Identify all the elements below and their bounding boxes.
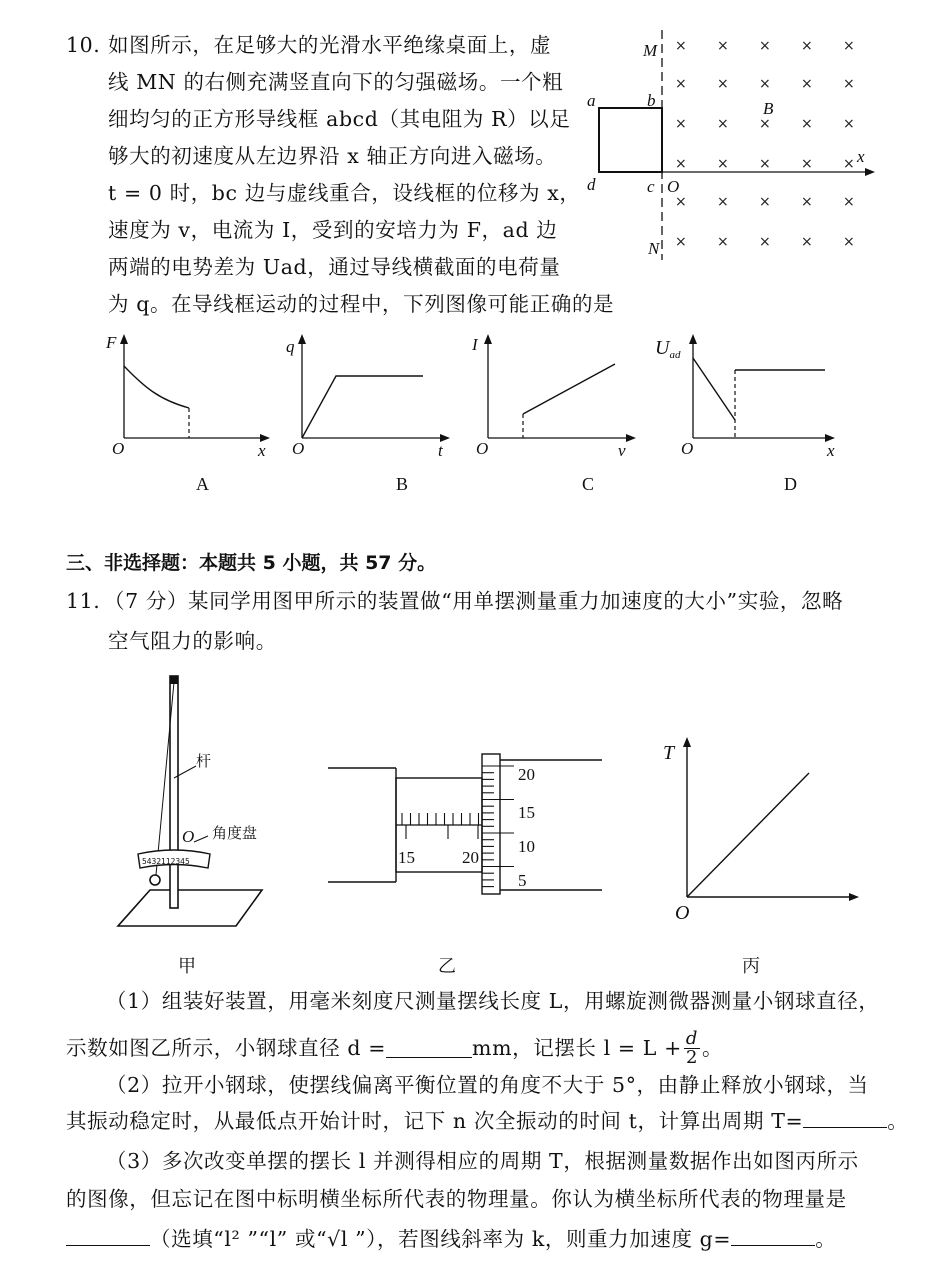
x-axis-label: v <box>618 441 626 460</box>
field-cross: × <box>801 76 813 92</box>
field-cross: × <box>843 116 855 132</box>
field-cross: × <box>759 38 771 54</box>
origin-label: O <box>292 439 305 458</box>
q10-line-7: 两端的电势差为 Uad，通过导线横截面的电荷量 <box>108 255 561 279</box>
rod-label: 杆 <box>196 752 212 770</box>
field-cross: × <box>843 76 855 92</box>
figure-bing-caption: 丙 <box>742 956 760 976</box>
q11-number: 11. <box>66 589 101 613</box>
field-cross: × <box>717 156 729 172</box>
field-cross: × <box>759 234 771 250</box>
y-axis-label <box>655 337 681 361</box>
x-axis-arrow <box>849 893 859 901</box>
field-cross: × <box>801 116 813 132</box>
thimble-label-5: 5 <box>518 871 527 890</box>
x-axis-label: x <box>827 441 835 460</box>
x-axis-label: t <box>438 441 443 460</box>
fraction-numerator: d <box>685 1027 699 1049</box>
part1-text-b: mm，记摆长 l = L + <box>472 1036 682 1060</box>
origin-label: O <box>476 439 489 458</box>
x-axis-label: x <box>258 441 266 460</box>
field-cross: × <box>801 156 813 172</box>
label-b-field: B <box>763 99 774 118</box>
field-cross: × <box>717 116 729 132</box>
thimble-label-20: 20 <box>518 765 535 784</box>
main-scale-label-20: 20 <box>462 848 479 867</box>
part1-text-c: 。 <box>702 1036 724 1060</box>
square-frame <box>599 108 662 172</box>
field-cross: × <box>801 38 813 54</box>
origin-label: O <box>112 439 125 458</box>
part1-line-2 <box>66 1026 723 1070</box>
option-b-graph <box>280 330 450 460</box>
magnetic-field-diagram <box>585 20 885 280</box>
y-axis-label: I <box>472 335 478 354</box>
y-axis-label: T <box>663 742 675 764</box>
q10-line-5: t = 0 时，bc 边与虚线重合，设线框的位移为 x， <box>108 181 581 205</box>
part3-line-2: 的图像，但忘记在图中标明横坐标所代表的物理量。你认为横坐标所代表的物理量是 <box>66 1187 847 1211</box>
field-cross: × <box>759 116 771 132</box>
f-curve <box>124 366 189 408</box>
field-cross: × <box>843 156 855 172</box>
label-d: d <box>587 175 596 194</box>
part1-text-a: 示数如图乙所示，小钢球直径 d = <box>66 1036 387 1060</box>
main-scale-label-15: 15 <box>398 848 415 867</box>
field-cross: × <box>675 234 687 250</box>
label-b: b <box>647 91 656 110</box>
thimble-label-15: 15 <box>518 803 535 822</box>
field-crosses <box>675 38 855 250</box>
field-cross: × <box>717 234 729 250</box>
x-axis-arrow <box>865 168 875 176</box>
option-c-graph <box>466 330 636 460</box>
option-c-letter: C <box>582 474 595 494</box>
abscissa-answer-blank[interactable] <box>66 1227 150 1246</box>
label-m: M <box>643 41 658 60</box>
base-plate <box>118 890 262 926</box>
part3-text-b: 。 <box>815 1227 837 1251</box>
field-cross: × <box>759 76 771 92</box>
field-cross: × <box>843 38 855 54</box>
option-b-letter: B <box>396 474 409 494</box>
y-axis-label: q <box>286 337 295 356</box>
u-falling-line <box>693 358 735 420</box>
main-scale-ticks <box>402 813 479 839</box>
label-c: c <box>647 177 655 196</box>
label-origin: O <box>667 177 680 196</box>
q-line <box>302 376 423 438</box>
y-axis-label-sub: ad <box>669 349 681 361</box>
field-cross: × <box>675 76 687 92</box>
option-a-letter: A <box>196 474 209 494</box>
option-a-graph <box>100 330 270 460</box>
q11-intro-line-1: （7 分）某同学用图甲所示的装置做“用单摆测量重力加速度的大小”实验，忽略 <box>104 589 844 613</box>
origin-label: O <box>675 902 690 924</box>
pivot-label: O <box>182 827 195 846</box>
field-cross: × <box>675 194 687 210</box>
steel-ball <box>150 875 160 885</box>
option-d-letter: D <box>784 474 797 494</box>
part1-line-1: （1）组装好装置，用毫米刻度尺测量摆线长度 L，用螺旋测微器测量小钢球直径， <box>106 989 880 1013</box>
section-3-heading: 三、非选择题：本题共 5 小题，共 57 分。 <box>66 552 437 574</box>
figure-jia-pendulum <box>110 670 290 940</box>
part2-text-a: 其振动稳定时，从最低点开始计时，记下 n 次全振动的时间 t，计算出周期 T= <box>66 1109 804 1133</box>
dial-scale: 5432112345 <box>142 857 190 866</box>
y-axis-arrow <box>689 334 697 344</box>
q10-line-8: 为 q。在导线框运动的过程中，下列图像可能正确的是 <box>108 292 615 316</box>
dial-leader <box>194 836 208 842</box>
y-axis-arrow <box>683 737 691 747</box>
part3-line-1: （3）多次改变单摆的摆长 l 并测得相应的周期 T，根据测量数据作出如图丙所示 <box>106 1149 859 1173</box>
part3-text-a: （选填“l² ”“l” 或“√l ”），若图线斜率为 k，则重力加速度 g= <box>150 1227 732 1251</box>
diameter-answer-blank[interactable] <box>386 1039 472 1058</box>
i-line <box>523 364 615 414</box>
label-a: a <box>587 91 596 110</box>
field-cross: × <box>801 234 813 250</box>
field-cross: × <box>843 234 855 250</box>
fraction-denominator: 2 <box>685 1046 699 1068</box>
part3-line-3 <box>66 1224 836 1254</box>
origin-label: O <box>681 439 694 458</box>
q10-line-1: 如图所示，在足够大的光滑水平绝缘桌面上，虚 <box>108 33 552 57</box>
field-cross: × <box>759 194 771 210</box>
figure-jia-caption: 甲 <box>178 956 196 976</box>
figure-bing-graph <box>665 735 865 925</box>
y-axis-arrow <box>120 334 128 344</box>
figure-yi-caption: 乙 <box>438 956 456 976</box>
field-cross: × <box>717 194 729 210</box>
y-axis-label: F <box>106 333 117 352</box>
field-cross: × <box>759 156 771 172</box>
t-line <box>687 773 809 897</box>
d-over-2-fraction <box>684 1027 700 1068</box>
x-axis-arrow <box>626 434 636 442</box>
thimble-label-10: 10 <box>518 837 535 856</box>
field-cross: × <box>675 38 687 54</box>
q10-line-2: 线 MN 的右侧充满竖直向下的匀强磁场。一个粗 <box>108 70 564 94</box>
figure-yi-micrometer <box>326 752 616 902</box>
q10-number: 10. <box>66 33 101 57</box>
y-axis-label-main: U <box>655 337 670 359</box>
thimble-ticks <box>482 766 514 887</box>
field-cross: × <box>717 38 729 54</box>
q10-line-4: 够大的初速度从左边界沿 x 轴正方向进入磁场。 <box>108 144 557 168</box>
q11-intro-line-2: 空气阻力的影响。 <box>108 629 277 653</box>
label-x: x <box>857 147 865 166</box>
q10-line-6: 速度为 v，电流为 I，受到的安培力为 F，ad 边 <box>108 218 558 242</box>
dial-label: 角度盘 <box>212 824 258 842</box>
option-d-graph <box>655 330 835 460</box>
gravity-answer-blank[interactable] <box>731 1227 815 1246</box>
part2-text-b: 。 <box>887 1109 909 1133</box>
field-cross: × <box>843 194 855 210</box>
field-cross: × <box>717 76 729 92</box>
field-cross: × <box>801 194 813 210</box>
field-cross: × <box>675 156 687 172</box>
q10-line-3: 细均匀的正方形导线框 abcd（其电阻为 R）以足 <box>108 107 571 131</box>
part2-line-1: （2）拉开小钢球，使摆线偏离平衡位置的角度不大于 5°，由静止释放小钢球，当 <box>106 1073 869 1097</box>
part2-line-2 <box>66 1106 908 1136</box>
y-axis-arrow <box>298 334 306 344</box>
label-n: N <box>648 239 660 258</box>
period-answer-blank[interactable] <box>803 1109 887 1128</box>
field-cross: × <box>675 116 687 132</box>
y-axis-arrow <box>484 334 492 344</box>
